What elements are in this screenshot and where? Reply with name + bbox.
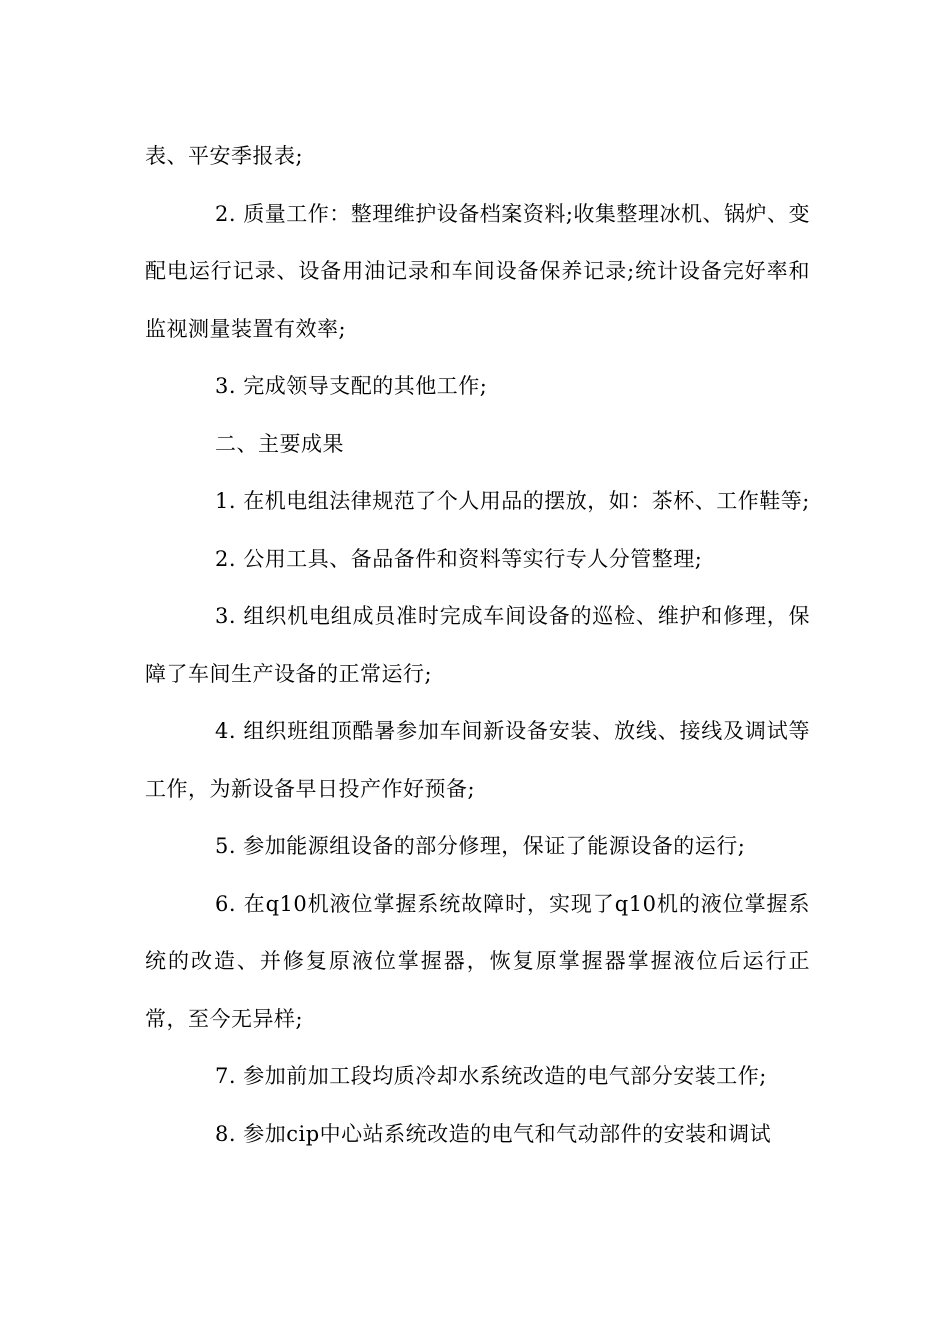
section-heading-main-results: 二、主要成果	[215, 431, 344, 456]
paragraph-result-5: 5. 参加能源组设备的部分修理，保证了能源设备的运行;	[215, 834, 746, 858]
paragraph-quality-work: 2. 质量工作：整理维护设备档案资料;收集整理冰机、锅炉、变配电运行记录、设备用油记录和车间设备保养记录;统计设备完好率和监视测量装置有效率;	[145, 201, 810, 341]
paragraph-result-8: 8. 参加cip中心站系统改造的电气和气动部件的安装和调试	[215, 1121, 772, 1146]
paragraph-other-work: 3. 完成领导支配的其他工作;	[215, 374, 488, 398]
paragraph-result-6: 6. 在q10机液位掌握系统故障时，实现了q10机的液位掌握系统的改造、并修复原液位掌握器，恢复原掌握器掌握液位后运行正常，至今无异样;	[145, 891, 810, 1031]
paragraph-continuation: 表、平安季报表;	[145, 144, 304, 168]
paragraph-result-1: 1. 在机电组法律规范了个人用品的摆放，如：茶杯、工作鞋等;	[215, 489, 810, 513]
paragraph-result-7: 7. 参加前加工段均质冷却水系统改造的电气部分安装工作;	[215, 1064, 767, 1088]
paragraph-result-2: 2. 公用工具、备品备件和资料等实行专人分管整理;	[215, 546, 703, 571]
paragraph-result-3: 3. 组织机电组成员准时完成车间设备的巡检、维护和修理，保障了车间生产设备的正常运行;	[145, 604, 810, 686]
paragraph-result-4: 4. 组织班组顶酷暑参加车间新设备安装、放线、接线及调试等工作，为新设备早日投产作好预备;	[145, 719, 810, 801]
document-body	[145, 128, 810, 1163]
